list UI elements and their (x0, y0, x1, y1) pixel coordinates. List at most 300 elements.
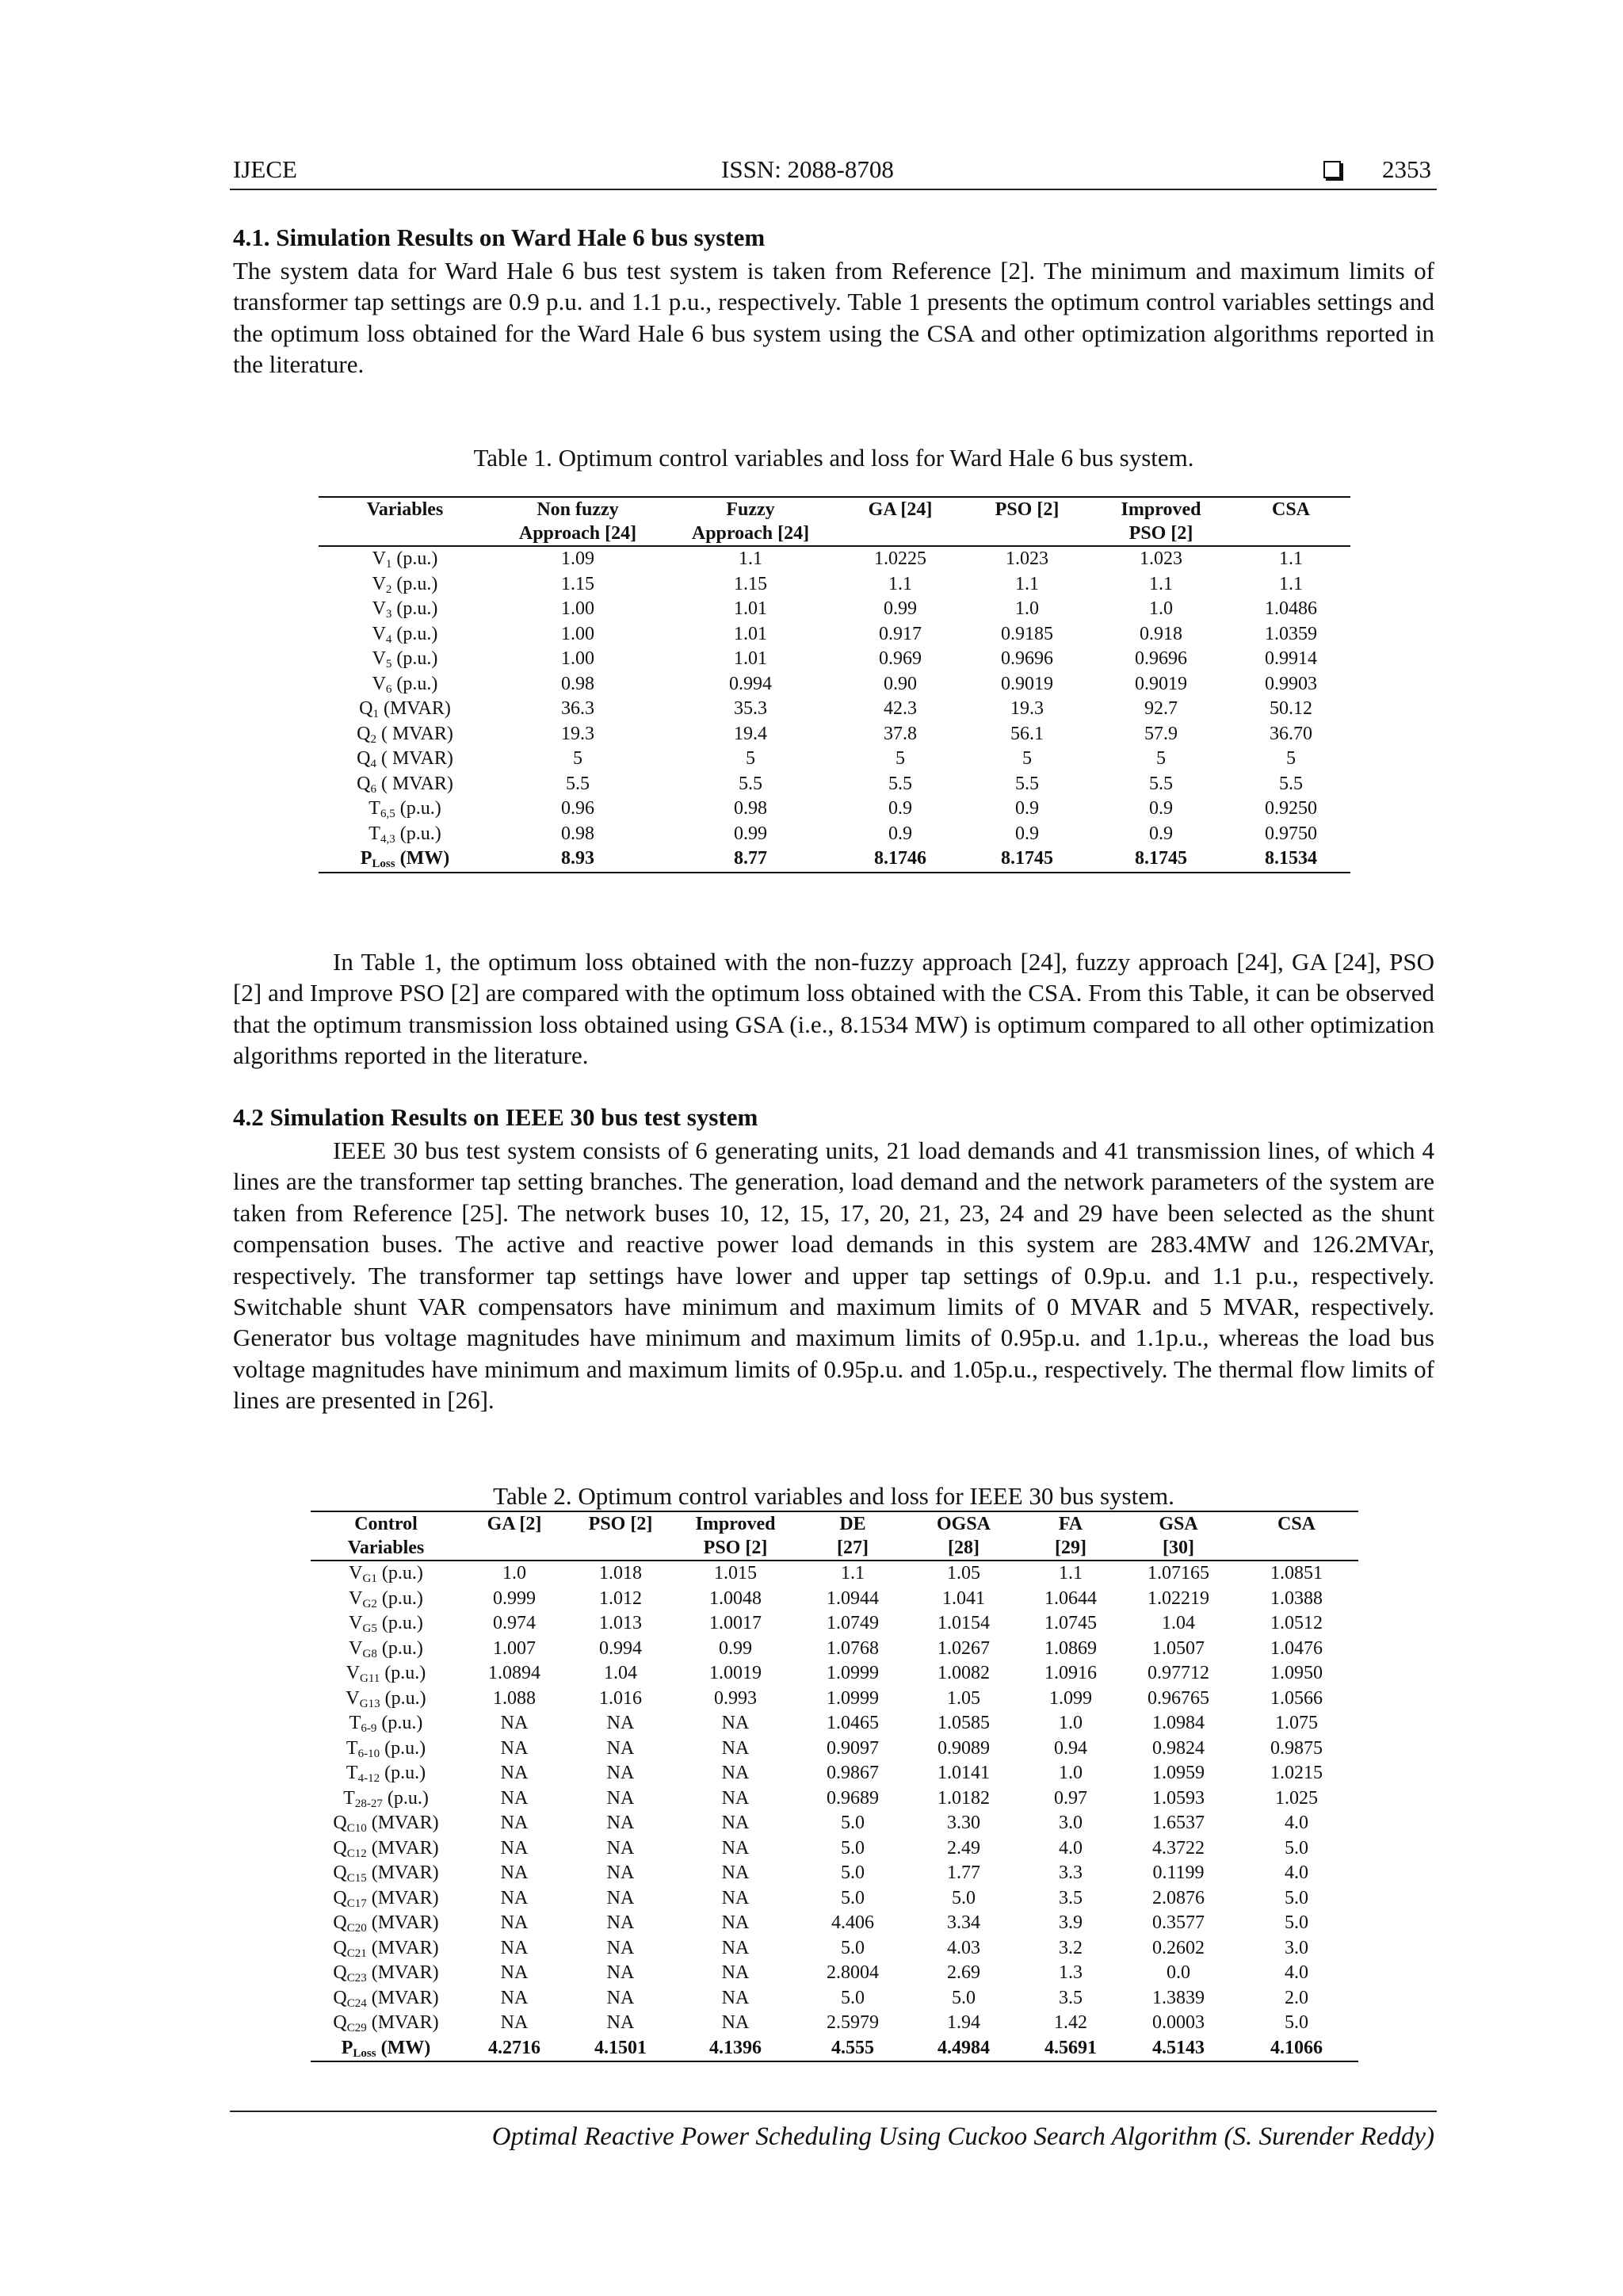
row-label (319, 697, 491, 722)
table-cell: 0.9696 (1001, 648, 1053, 669)
row-subscript: 6,5 (380, 808, 395, 820)
table-cell: 1.0048 (709, 1587, 762, 1609)
row-label (319, 672, 491, 697)
table-cell: 2.69 (947, 1962, 980, 1983)
table-cell: 3.3 (1059, 1862, 1083, 1883)
table-cell: 0.993 (714, 1687, 757, 1709)
table-row (311, 2011, 1358, 2036)
row-unit: (p.u.) (382, 1787, 429, 1809)
table-cell: 1.0 (1059, 1763, 1083, 1783)
row-subscript: C20 (346, 1922, 367, 1935)
footer-title: Optimal Reactive Power Scheduling Using Cuckoo Search Algorithm (S. Surender Reddy) (491, 2122, 1434, 2151)
table-cell: 0.99 (719, 1637, 752, 1659)
issn: ISSN: 2088-8708 (721, 155, 894, 183)
table-cell: 5.0 (952, 1887, 976, 1908)
table-cell: 5.5 (1279, 773, 1303, 794)
table-cell: 5 (746, 748, 755, 769)
row-subscript: 4,3 (380, 832, 395, 846)
row-unit: (p.u.) (391, 623, 438, 644)
row-symbol: V (372, 548, 386, 569)
column-header: Variables (311, 1536, 461, 1561)
table-cell: 1.0465 (827, 1713, 879, 1733)
table-cell: 5.0 (841, 1887, 865, 1908)
row-label (319, 597, 491, 622)
row-symbol: Q (359, 698, 373, 719)
table-cell: 1.0486 (1265, 598, 1317, 619)
table-cell: 4.0 (1285, 1813, 1308, 1833)
row-unit: (p.u.) (380, 1763, 426, 1783)
table-cell: 1.075 (1275, 1713, 1318, 1733)
table-cell: 0.9750 (1265, 823, 1317, 844)
table-cell: NA (500, 1962, 529, 1983)
table-cell: 1.0 (1059, 1713, 1083, 1733)
table-cell: NA (606, 1713, 635, 1733)
row-label (311, 1637, 461, 1662)
row-symbol: V (372, 573, 386, 594)
row-symbol: T (343, 1787, 355, 1809)
table-row (311, 1661, 1358, 1687)
row-subscript: Loss (372, 858, 395, 870)
column-header: PSO [2] (964, 497, 1090, 521)
row-unit: (p.u.) (376, 1637, 423, 1659)
row-unit: (MW) (395, 848, 450, 869)
column-header (567, 1536, 674, 1561)
table-cell: 1.0019 (709, 1663, 762, 1683)
table-cell: 5.0 (952, 1987, 976, 2008)
table-cell: 5.0 (841, 1937, 865, 1958)
table-cell: 1.088 (493, 1687, 536, 1709)
table-cell: 1.0 (502, 1563, 526, 1584)
row-symbol: P (341, 2037, 353, 2058)
table-cell: 4.0 (1059, 1837, 1083, 1859)
row-subscript: 6-9 (361, 1722, 377, 1735)
row-subscript: 1 (372, 708, 379, 720)
table-row (311, 1611, 1358, 1637)
column-header: PSO [2] (567, 1511, 674, 1536)
table-cell: 5.0 (841, 1813, 865, 1833)
table-row (311, 1736, 1358, 1762)
table-cell: 1.0959 (1152, 1763, 1205, 1783)
table-cell: 4.1396 (674, 2036, 797, 2062)
table-cell: 5.5 (1015, 773, 1039, 794)
row-unit: (p.u.) (376, 1613, 423, 1633)
table-cell: 0.9867 (827, 1763, 879, 1783)
table-cell: NA (721, 1937, 750, 1958)
row-subscript: G5 (362, 1622, 377, 1635)
row-label (319, 622, 491, 648)
row-unit: (p.u.) (391, 598, 438, 619)
row-subscript: G2 (362, 1597, 377, 1610)
page-box-icon (1323, 155, 1341, 184)
table-cell: 0.9 (1015, 823, 1039, 844)
row-symbol: V (349, 1613, 363, 1633)
column-header: [29] (1019, 1536, 1122, 1561)
table-cell: 3.0 (1285, 1937, 1308, 1958)
table-cell: NA (606, 1763, 635, 1783)
row-label (311, 1886, 461, 1912)
table-cell: 5 (1156, 748, 1166, 769)
table-cell: 1.07165 (1148, 1563, 1209, 1584)
table-row (319, 672, 1350, 697)
table-cell: 0.99 (734, 823, 767, 844)
row-unit: (p.u.) (395, 798, 441, 819)
column-header: OGSA (908, 1511, 1019, 1536)
table-cell: 1.016 (599, 1687, 642, 1709)
row-unit: ( MVAR) (376, 723, 453, 744)
table-row (311, 1886, 1358, 1912)
table2-caption: Table 2. Optimum control variables and loss for IEEE 30 bus system. (493, 1482, 1174, 1510)
row-symbol: Q (333, 1813, 347, 1833)
table-cell: 0.96 (561, 798, 594, 819)
row-label (319, 772, 491, 797)
table-cell: 1.0507 (1152, 1637, 1205, 1659)
table-cell: 0.9 (1015, 798, 1039, 819)
table-row (311, 1936, 1358, 1962)
row-unit: (MVAR) (366, 1962, 439, 1983)
table-row (319, 697, 1350, 722)
table-cell: 1.0999 (827, 1663, 879, 1683)
table-cell: 4.4984 (908, 2036, 1019, 2062)
table-row (319, 772, 1350, 797)
row-label (311, 1661, 461, 1687)
table-cell: NA (721, 2012, 750, 2033)
row-label (311, 2011, 461, 2036)
row-unit: (MVAR) (366, 1887, 439, 1908)
table-cell: 2.49 (947, 1837, 980, 1859)
row-symbol: Q (333, 1937, 347, 1958)
row-subscript: G13 (359, 1697, 380, 1710)
table-row (311, 1561, 1358, 1587)
row-unit: (p.u.) (380, 1663, 426, 1683)
table-cell: 2.0 (1285, 1987, 1308, 2008)
row-subscript: 4 (370, 758, 376, 770)
row-unit: (p.u.) (391, 548, 438, 569)
table-cell: 1.0950 (1270, 1663, 1323, 1683)
table-cell: 1.007 (493, 1637, 536, 1659)
table-cell: NA (606, 1937, 635, 1958)
table-cell: 1.0 (1015, 598, 1039, 619)
header-row (311, 1511, 1358, 1536)
row-unit: ( MVAR) (376, 773, 453, 794)
table-cell: 1.00 (561, 623, 594, 644)
row-subscript: 5 (385, 658, 392, 670)
table-cell: 1.00 (561, 648, 594, 669)
table-cell: 0.9 (1149, 798, 1173, 819)
column-header: [30] (1122, 1536, 1235, 1561)
row-symbol: Q (333, 1912, 347, 1933)
table-cell: 0.0 (1167, 1962, 1190, 1983)
table-cell: NA (606, 1737, 635, 1759)
column-header (1235, 1536, 1358, 1561)
table-cell: 3.34 (947, 1912, 980, 1933)
table-cell: 1.013 (599, 1613, 642, 1633)
row-subscript: G11 (360, 1672, 380, 1685)
table-cell: 1.1 (1149, 573, 1173, 594)
table-cell: 1.15 (561, 573, 594, 594)
table-cell: 1.0359 (1265, 623, 1317, 644)
table-cell: 1.018 (599, 1563, 642, 1584)
table-cell: 19.3 (561, 723, 594, 744)
row-subscript: 3 (385, 608, 392, 621)
table-cell: 4.03 (947, 1937, 980, 1958)
table-cell: 5.0 (841, 1837, 865, 1859)
table-cell: 1.0225 (874, 548, 926, 569)
table-cell: NA (500, 2012, 529, 2033)
table-cell: 1.0768 (827, 1637, 879, 1659)
table-cell: 1.012 (599, 1587, 642, 1609)
table-cell: 1.0944 (827, 1587, 879, 1609)
journal-name: IJECE (233, 155, 297, 183)
row-subscript: 2 (385, 583, 392, 596)
column-header: PSO [2] (674, 1536, 797, 1561)
row-label (319, 846, 491, 873)
table-cell: 2.0876 (1152, 1887, 1205, 1908)
table-cell: 0.94 (1054, 1737, 1087, 1759)
table-cell: 2.5979 (827, 2012, 879, 2033)
column-header: FA (1019, 1511, 1122, 1536)
row-label (311, 1961, 461, 1986)
table-row (311, 1911, 1358, 1936)
table-cell: 0.9914 (1265, 648, 1317, 669)
row-label (311, 1786, 461, 1812)
table2 (311, 1511, 1358, 2062)
table-cell: 2.8004 (827, 1962, 879, 1983)
row-symbol: Q (333, 2012, 347, 2033)
row-unit: (p.u.) (380, 1737, 426, 1759)
table-cell: 5.0 (1285, 1887, 1308, 1908)
table-row (311, 1786, 1358, 1812)
table-cell: 1.1 (1279, 548, 1303, 569)
table-cell: NA (721, 1763, 750, 1783)
table-cell: 1.05 (947, 1687, 980, 1709)
table-cell: 5 (896, 748, 905, 769)
row-label (311, 1986, 461, 2011)
column-header: Improved (674, 1511, 797, 1536)
table-cell: 1.0512 (1270, 1613, 1323, 1633)
section-title-4-2: 4.2 Simulation Results on IEEE 30 bus test system (233, 1103, 758, 1131)
table-row (319, 797, 1350, 822)
table-row (319, 546, 1350, 572)
table-cell: 1.0894 (488, 1663, 540, 1683)
table-row (311, 1711, 1358, 1736)
row-unit: (MVAR) (366, 1937, 439, 1958)
table-cell: 5.0 (1285, 1837, 1308, 1859)
row-unit: (p.u.) (376, 1713, 423, 1733)
column-header: Improved (1090, 497, 1232, 521)
table-cell: 1.099 (1049, 1687, 1092, 1709)
table-cell: 0.9824 (1152, 1737, 1205, 1759)
table-cell: NA (606, 1987, 635, 2008)
table-cell: 0.994 (729, 673, 772, 694)
table-cell: 1.02219 (1148, 1587, 1209, 1609)
table-row (319, 597, 1350, 622)
table-cell: 0.99 (884, 598, 917, 619)
table-cell: NA (500, 1813, 529, 1833)
row-subscript: C17 (346, 1897, 367, 1910)
row-subscript: C12 (346, 1847, 367, 1860)
table-cell: 1.0388 (1270, 1587, 1323, 1609)
table-row (311, 1637, 1358, 1662)
column-header: GA [24] (837, 497, 964, 521)
row-label (311, 1711, 461, 1736)
table-cell: 36.70 (1270, 723, 1312, 744)
table-cell: 0.97 (1054, 1787, 1087, 1809)
column-header: CSA (1235, 1511, 1358, 1536)
table-cell: 0.90 (884, 673, 917, 694)
row-label (319, 797, 491, 822)
table-cell: NA (606, 1787, 635, 1809)
table-cell: 0.9019 (1135, 673, 1187, 694)
table-cell: 42.3 (884, 698, 917, 719)
table-cell: 1.04 (604, 1663, 637, 1683)
row-symbol: T (349, 1713, 361, 1733)
table-cell: NA (606, 1962, 635, 1983)
table-cell: 0.2602 (1152, 1937, 1205, 1958)
table-cell: 1.0182 (938, 1787, 990, 1809)
column-header: DE (797, 1511, 908, 1536)
table-cell: 1.0 (1149, 598, 1173, 619)
row-symbol: V (349, 1637, 363, 1659)
header-row (311, 1536, 1358, 1561)
row-unit: ( MVAR) (376, 748, 453, 769)
table-cell: NA (606, 1813, 635, 1833)
table-cell: 0.3577 (1152, 1912, 1205, 1933)
table-cell: NA (500, 1763, 529, 1783)
row-label (311, 1687, 461, 1712)
table-cell: 0.969 (879, 648, 922, 669)
table-cell: 5 (573, 748, 582, 769)
table-cell: 8.1534 (1232, 846, 1350, 873)
row-symbol: Q (333, 1837, 347, 1859)
table-cell: 1.0215 (1270, 1763, 1323, 1783)
table-cell: 1.1 (1059, 1563, 1083, 1584)
table1-discussion-paragraph: In Table 1, the optimum loss obtained with the non-fuzzy approach [24], fuzzy approach [24], GA [24], PSO [2] and Improve PSO [2] are compared with the optimum loss obtained with the CSA. From this Table, it can be observed that the optimum transmission loss obtained using GSA (i.e., 8.1534 MW) is optimum compared to all other optimization algorithms reported in the literature. (233, 948, 1434, 1070)
table-cell: 4.0 (1285, 1962, 1308, 1983)
table-cell: 4.5691 (1019, 2036, 1122, 2062)
table-cell: NA (721, 1962, 750, 1983)
table-cell: 0.1199 (1152, 1862, 1205, 1883)
row-unit: (p.u.) (376, 1587, 423, 1609)
table-cell: NA (500, 1787, 529, 1809)
table-cell: 1.1 (841, 1563, 865, 1584)
row-subscript: G1 (362, 1572, 377, 1585)
header-rule (230, 189, 1437, 190)
table-cell: 1.0869 (1044, 1637, 1097, 1659)
table-cell: 1.0566 (1270, 1687, 1323, 1709)
table-cell: 1.15 (734, 573, 767, 594)
table-cell: 0.9903 (1265, 673, 1317, 694)
row-unit: (MVAR) (378, 698, 451, 719)
table-cell: 0.9250 (1265, 798, 1317, 819)
row-label (319, 822, 491, 847)
table-cell: NA (721, 1713, 750, 1733)
column-header: Fuzzy (664, 497, 837, 521)
table-cell: 5 (1022, 748, 1032, 769)
section-title-4-1: 4.1. Simulation Results on Ward Hale 6 bus system (233, 223, 766, 251)
row-subscript: 6-10 (357, 1747, 380, 1760)
table-cell: 4.1066 (1235, 2036, 1358, 2062)
row-unit: (p.u.) (391, 648, 438, 669)
table-cell: 1.77 (947, 1862, 980, 1883)
table-cell: 1.42 (1054, 2012, 1087, 2033)
table-row (311, 1811, 1358, 1836)
table-cell: 1.1 (1015, 573, 1039, 594)
table-cell: 50.12 (1270, 698, 1312, 719)
table-cell: 1.0585 (938, 1713, 990, 1733)
row-label (319, 747, 491, 772)
table-cell: 1.01 (734, 598, 767, 619)
table-cell: 0.974 (493, 1613, 536, 1633)
table-cell: NA (500, 1713, 529, 1733)
header-row (319, 521, 1350, 546)
table-cell: 1.025 (1275, 1787, 1318, 1809)
table-cell: NA (721, 1813, 750, 1833)
row-subscript: C10 (346, 1822, 367, 1835)
table-cell: 4.406 (831, 1912, 874, 1933)
row-symbol: V (372, 623, 386, 644)
table-cell: 0.9875 (1270, 1737, 1323, 1759)
table-row (311, 1687, 1358, 1712)
table-cell: 3.30 (947, 1813, 980, 1833)
table-cell: 4.5143 (1122, 2036, 1235, 2062)
row-subscript: 6 (385, 682, 392, 696)
table-row (311, 1986, 1358, 2011)
table-cell: NA (500, 1887, 529, 1908)
column-header: PSO [2] (1090, 521, 1232, 546)
row-symbol: T (346, 1737, 358, 1759)
table-cell: 4.0 (1285, 1862, 1308, 1883)
table-cell: 1.0267 (938, 1637, 990, 1659)
row-label (311, 1761, 461, 1786)
table-cell: NA (500, 1737, 529, 1759)
table-cell: 5.5 (888, 773, 912, 794)
row-subscript: C21 (346, 1946, 367, 1960)
row-symbol: T (346, 1763, 358, 1783)
row-unit: (p.u.) (376, 1563, 423, 1584)
row-unit: (MVAR) (366, 1813, 439, 1833)
row-subscript: 4-12 (357, 1772, 380, 1785)
row-subscript: G8 (362, 1647, 377, 1660)
table-cell: 0.9019 (1001, 673, 1053, 694)
table-cell: 1.05 (947, 1563, 980, 1584)
row-unit: (MVAR) (366, 1837, 439, 1859)
row-label (319, 572, 491, 598)
row-symbol: Q (357, 723, 371, 744)
table-cell: 0.918 (1140, 623, 1182, 644)
table-cell: 1.0851 (1270, 1563, 1323, 1584)
table-cell: 8.1745 (964, 846, 1090, 873)
table-row (319, 722, 1350, 747)
table-cell: NA (721, 1837, 750, 1859)
table-row (319, 747, 1350, 772)
table-cell: 1.00 (561, 598, 594, 619)
table-cell: 0.96765 (1148, 1687, 1209, 1709)
table-cell: NA (606, 1887, 635, 1908)
table-cell: 36.3 (561, 698, 594, 719)
row-symbol: Q (333, 1987, 347, 2008)
table-cell: 1.0593 (1152, 1787, 1205, 1809)
table-cell: 92.7 (1144, 698, 1178, 719)
table-cell: 0.9097 (827, 1737, 879, 1759)
table-cell: 0.98 (561, 673, 594, 694)
column-header: [28] (908, 1536, 1019, 1561)
table-cell: 8.77 (664, 846, 837, 873)
table-cell: 1.0154 (938, 1613, 990, 1633)
table-cell: 35.3 (734, 698, 767, 719)
table-cell: 1.023 (1140, 548, 1182, 569)
table-cell: 1.6537 (1152, 1813, 1205, 1833)
table-cell: 0.9089 (938, 1737, 990, 1759)
